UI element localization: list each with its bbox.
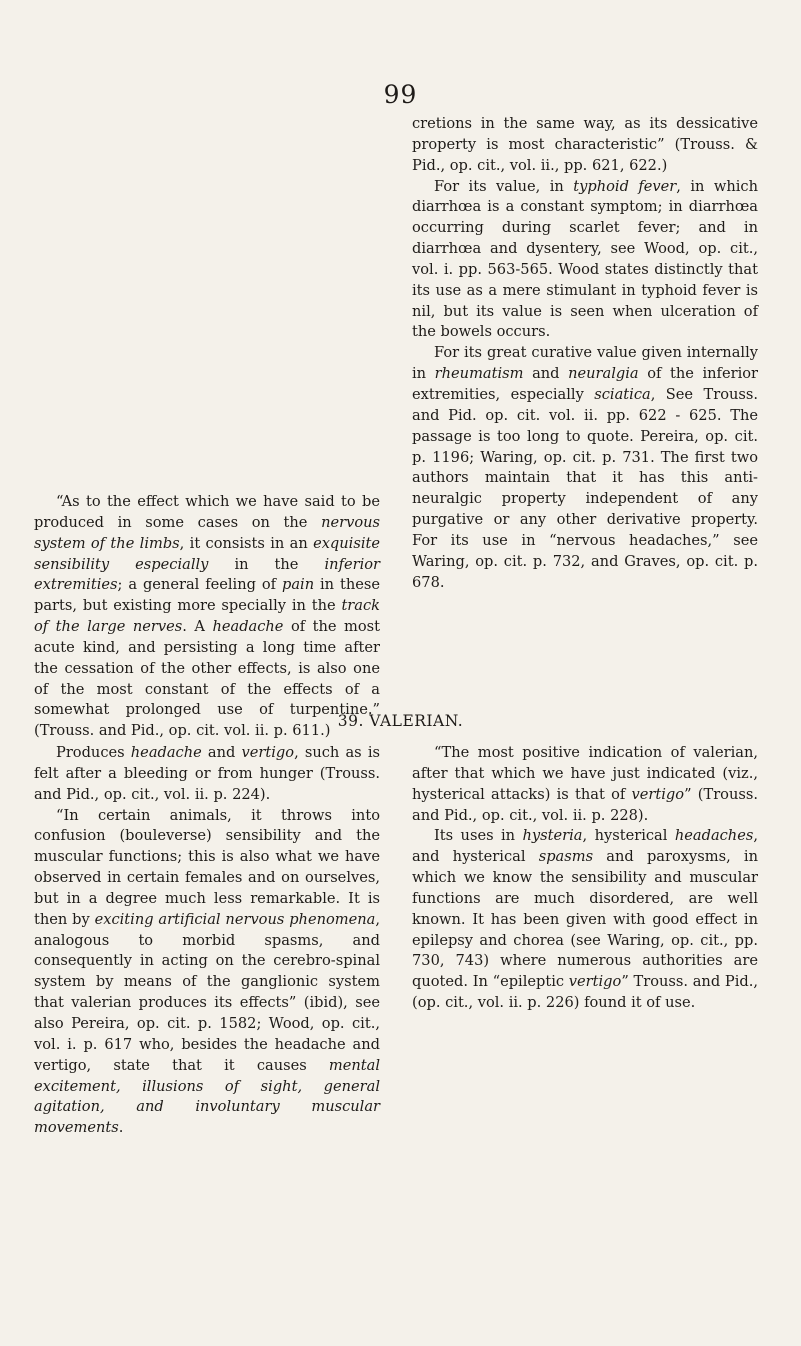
top-left-column <box>34 492 380 742</box>
text-run: of the most acute kind, and persisting a long time after the cessation of the other effects, is also one of the most constant of the effects of a somewhat prolonged use of turpentine.” (Trouss. and Pid., op. cit. vol. ii. p. 611.) <box>34 618 380 740</box>
text-run: of the inferior extremities, especially <box>412 365 758 403</box>
text-run: For its great curative value given internally in <box>412 344 758 383</box>
text-run: and paroxysms, in which we know the sensibility and muscular functions are much disordered, are well known. It has been given with good effect in epilepsy and chorea (see Waring, op. cit., pp. 730, 743) where numerous authorities are quoted. In “epileptic <box>412 848 758 991</box>
text-run: ; a general feeling of <box>117 576 282 594</box>
text-run: ” (Trouss. and Pid., op. cit., vol. ii. p. 228). <box>412 785 758 824</box>
italic-run: pain <box>281 576 315 594</box>
italic-run: typhoid fever <box>573 177 677 195</box>
text-run: , analogous to morbid spasms, and consequently in acting on the cerebro-spinal system by means of the ganglionic system that valerian produces its effects” (ibid), see also Pereira, op. cit. p. 1582; Wood, op. cit., vol. i. p. 617 who, besides the headache and vertigo, state that it causes <box>34 910 380 1074</box>
text-run: , in which diarrhœa is a constant symptom; in diarrhœa occurring during scarlet fever; and in diarrhœa and dysentery, see Wood, op. cit., vol. i. pp. 563-565. Wood states distinctly that its use as a mere stimulant in typhoid fever is nil, but its value is seen when ulceration of the bowels occurs. <box>412 177 758 341</box>
text-run: and <box>523 365 569 383</box>
italic-run: headache <box>212 618 284 636</box>
turpentine-quote-paragraph <box>34 492 380 742</box>
positive-indication-paragraph <box>412 743 758 826</box>
bottom-left-column <box>34 743 380 1139</box>
text-run: cretions in the same way, as its dessicative property is most characteristic” (Trouss. & Pid., op. cit., vol. ii., pp. 621, 622.) <box>412 115 758 174</box>
text-run: ” Trouss. and Pid., (op. cit., vol. ii. p. 226) found it of use. <box>412 973 758 1012</box>
text-run: , and hysterical <box>412 827 758 866</box>
text-run: . <box>118 1119 124 1137</box>
animals-paragraph <box>34 806 380 1140</box>
italic-run: inferior extremities <box>34 555 381 594</box>
text-run: “The most positive indication of valerian, after that which we have just indicated (viz., hysterical attacks) is that of <box>412 744 758 803</box>
top-right-column <box>412 114 758 593</box>
italic-run: exquisite sensibility especially <box>34 534 380 573</box>
italic-run: rheumatism <box>434 365 524 383</box>
italic-run: vertigo <box>241 744 295 761</box>
italic-run: nervous system of the limbs <box>34 513 380 552</box>
italic-run: neuralgia <box>568 365 639 383</box>
text-run: in the <box>208 555 325 573</box>
headache-paragraph <box>34 743 380 806</box>
hysteria-paragraph <box>412 826 758 1014</box>
text-run: Produces <box>56 744 131 761</box>
text-run: Its uses in <box>434 827 523 845</box>
text-run: , such as is felt after a bleeding or from hunger (Trouss. and Pid., op. cit., vol. ii. p. 224). <box>34 744 380 803</box>
italic-run: mental excitement, illusions of sight, general agitation, and involuntary muscular movements <box>34 1056 380 1137</box>
italic-run: headache <box>130 744 202 761</box>
text-run: and <box>201 744 242 761</box>
text-run: “In certain animals, it throws into confusion (bouleverse) sensibility and the muscular functions; this is also what we have observed in certain females and on ourselves, but in a degree much less remarkable. It is then by <box>34 806 380 928</box>
italic-run: sciatica <box>594 385 651 403</box>
rheumatism-paragraph <box>412 343 758 593</box>
typhoid-paragraph <box>412 177 758 344</box>
text-run: For its value, in <box>434 177 574 195</box>
italic-run: hysteria <box>522 827 583 845</box>
text-run: , See Trouss. and Pid. op. cit. vol. ii. pp. 622 - 625. The passage is too long to quote. Pereira, op. cit. p. 1196; Waring, op. cit. p. 731. The first two authors maintain that it has this anti-neuralgic property independent of any purgative or any other derivative property. For its use in “nervous headaches,” see Waring, op. cit. p. 732, and Graves, op. cit. p. 678. <box>412 385 759 591</box>
bottom-right-column <box>412 743 758 1014</box>
italic-run: track of the large nerves <box>34 597 380 636</box>
italic-run: exciting artificial nervous phenomena <box>94 910 376 928</box>
page-number: 99 <box>383 80 418 109</box>
italic-run: vertigo <box>568 973 622 991</box>
text-run: in these parts, but existing more specially in the <box>34 576 381 615</box>
italic-run: headaches <box>674 827 754 845</box>
italic-run: vertigo <box>631 785 685 803</box>
section-heading: 39. VALERIAN. <box>337 712 464 730</box>
italic-run: spasms <box>538 848 594 866</box>
text-run: , hysterical <box>582 827 675 845</box>
text-run: “As to the effect which we have said to be produced in some cases on the <box>34 493 380 531</box>
text-run: , it consists in an <box>179 534 314 552</box>
continuation-paragraph <box>412 114 758 177</box>
text-run: . A <box>182 618 213 636</box>
